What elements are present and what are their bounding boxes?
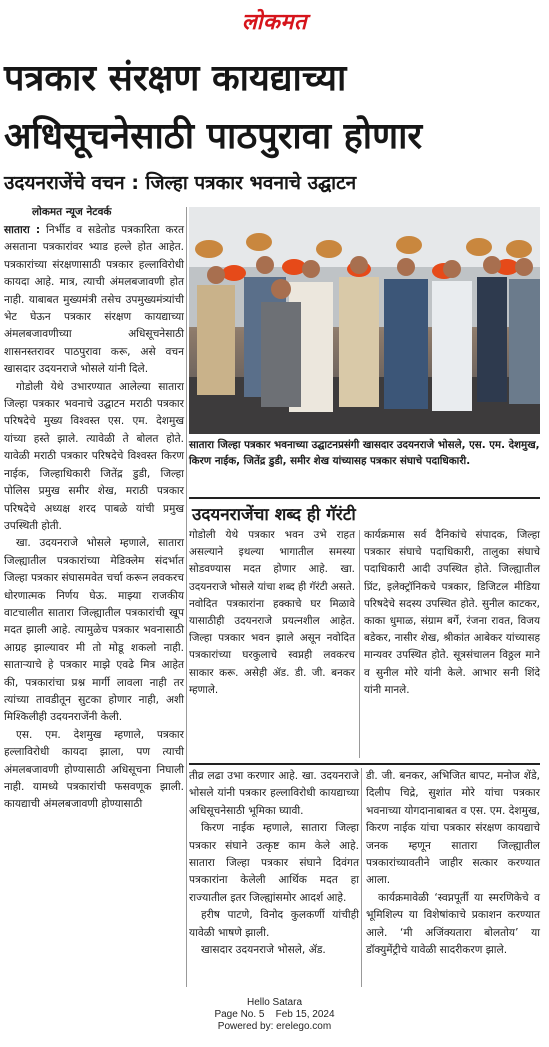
paragraph: खासदार उदयनराजे भोसले, ॲड. <box>201 944 326 957</box>
paragraph <box>4 222 184 379</box>
headline-line-1: पत्रकार संरक्षण कायद्याच्या <box>4 58 347 99</box>
box-column-left <box>189 527 355 699</box>
paragraph: गोडोली येथे पत्रकार भवन उभे राहत असल्याने इथल्या भागातील समस्या सोडवण्यास मदत होणार आहे. खा. उदयनराजे भोसले यांचा शब्द ही गॅरंटी असते. नवोदित पत्रकारांना हक्काचे घर मिळावे यासाठीही उदयनराजे प्रयत्नशील आहेत. जिल्हा पत्रकार भवन झाले असून नवोदित पत्रकारांच्या घरकुलाचे स्वप्नही लवकरच साकार करू. असेही ॲड. डी. जी. बनकर म्हणाले. <box>189 529 356 696</box>
byline: लोकमत न्यूज नेटवर्क <box>32 206 112 218</box>
paragraph: एस. एम. देशमुख म्हणाले, पत्रकार हल्लाविरोधी कायदा झाला, पण त्याची अंमलबजावणी होण्यासाठी अधिसूचना निघाली नाही. यामध्ये पत्रकारांची फसवणूक झाली. कायद्याची अंमलबजावणी होण्यासाठी <box>4 728 184 811</box>
event-photo <box>189 207 540 434</box>
paragraph: डी. जी. बनकर, अभिजित बापट, मनोज शेंडे, दिलीप चिद्रे, सुशांत मोरे यांचा पत्रकार भवनाच्या योगदानाबाबत व एस. एम. देशमुख, किरण नाईक यांचा पत्रकार संरक्षण कायद्याचे जनक म्हणून सातारा जिल्ह्यातील पत्रकारांच्यावतीने जाहीर सत्कार करण्यात आला. <box>366 770 540 887</box>
paragraph: कार्यक्रमावेळी ‘स्वप्नपूर्ती या स्मरणिकेचे व भूमिशिल्प या विशेषांकाचे प्रकाशन करण्यात आले. ‘मी अजिंक्यतारा बोलतोय’ या डॉक्युमेंट्रीचे यावेळी सादरीकरण झाले. <box>366 891 540 957</box>
article-column-3 <box>366 768 540 959</box>
article-column-1 <box>4 222 184 814</box>
masthead-logo: लोकमत <box>241 9 308 35</box>
event-photo-illustration <box>189 207 540 434</box>
divider <box>189 763 540 765</box>
paragraph: किरण नाईक म्हणाले, सातारा जिल्हा पत्रकार संघाने उत्कृष्ट काम केले आहे. सातारा जिल्हा पत्रकार संघाने दिवंगत पत्रकारांना केलेली आर्थिक मदत हा राज्यातील इतर जिल्ह्यांसमोर आदर्श आहे. <box>189 822 359 904</box>
box-heading: उदयनराजेंचा शब्द ही गॅरंटी <box>192 505 356 525</box>
article-column-2 <box>189 768 359 959</box>
divider <box>189 497 540 499</box>
footer-edition: Hello Satara <box>246 997 303 1008</box>
photo-caption: सातारा जिल्हा पत्रकार भवनाच्या उद्घाटनप्रसंगी खासदार उदयनराजे भोसले, एस. एम. देशमुख, किरण नाईक, जितेंद्र डुडी, समीर शेख यांच्यासह पत्रकार संघाचे पदाधिकारी. <box>189 439 540 467</box>
paragraph: तीव्र लढा उभा करणार आहे. खा. उदयनराजे भोसले यांनी पत्रकार हल्लाविरोधी कायद्याच्या अधिसूचनेसाठी भूमिका घ्यावी. <box>189 770 359 817</box>
paragraph: खा. उदयनराजे भोसले म्हणाले, सातारा जिल्ह्यातील पत्रकारांच्या मेडिक्लेम संदर्भात जिल्हा पत्रकार संघासमवेत चर्चा करून लवकरच धोरणात्मक निर्णय घेऊ. माझ्या राजकीय वाटचालीत सातारा जिल्ह्यातील पत्रकारांची खूप मदत झाली आहे. त्यामुळेच पत्रकार भवनासाठी आग्रह झाल्यावर मी तो मोडू शकलो नाही. साताऱ्याचे हे पत्रकार माझे एवढे मित्र आहेत की, पत्रकारांचा प्रश्न मार्गी लावला नाही तर त्यांच्या तावडीतून सुटका होणार नाही, अशी मिश्किलीही उदयनराजेंनी केली. <box>4 537 184 724</box>
paragraph: कार्यक्रमास सर्व दैनिकांचे संपादक, जिल्हा पत्रकार संघाचे पदाधिकारी, तालुका संघाचे पदाधिकारी आदी उपस्थित होते. जिल्ह्यातील प्रिंट, इलेक्ट्रॉनिकचे पत्रकार, डिजिटल मीडिया परिषदेचे सदस्य उपस्थित होते. सुनील काटकर, काका धुमाळ, संग्राम बर्गे, रंजना रावत, विजय बडेकर, नासीर शेख, श्रीकांत आबेकर यांच्यासह मान्यवर उपस्थित होते. सूत्रसंचालन विठ्ठल माने व सुनील मोरे यांनी केले. आभार सनी शिंदे यांनी मानले. <box>364 529 540 696</box>
box-column-right <box>364 527 540 699</box>
footer-page-date: Page No. 5 Feb 15, 2024 <box>214 1009 335 1020</box>
headline-line-2: अधिसूचनेसाठी पाठपुरावा होणार <box>4 116 423 157</box>
divider <box>359 530 360 758</box>
paragraph-text: निर्भीड व सडेतोड पत्रकारिता करत असताना पत्रकारांवर भ्याड हल्ले होत आहेत. पत्रकारांच्या संरक्षणासाठी पत्रकार हल्लाविरोधी कायदा आहे. मात्र, त्याची अंमलबजावणी होत नाही. याबाबत मुख्यमंत्री तसेच उपमुख्यमंत्र्यांची भेट घेऊन पत्रकार संरक्षण कायद्याच्या अंमलबजावणीच्या अधिसूचनेसाठी शासनस्तरावर पाठपुरावा करू, असे वचन खासदार उदयनराजे भोसले यांनी दिले. <box>4 224 184 376</box>
divider <box>361 768 362 987</box>
divider <box>186 207 187 987</box>
subheadline: उदयनराजेंचे वचन : जिल्हा पत्रकार भवनाचे उद्घाटन <box>4 172 357 194</box>
paragraph: हरीष पाटणे, विनोद कुलकर्णी यांचीही यावेळी भाषणे झाली. <box>189 909 359 939</box>
footer-powered-by: Powered by: erelego.com <box>217 1021 332 1032</box>
page-footer <box>0 997 549 1033</box>
paragraph: गोडोली येथे उभारण्यात आलेल्या सातारा जिल्हा पत्रकार भवनाचे उद्घाटन मराठी पत्रकार परिषदेचे मुख्य विश्वस्त एस. एम. देशमुख यांच्या हस्ते झाले. त्यावेळी ते बोलत होते. यावेळी मराठी पत्रकार परिषदेचे विश्वस्त किरण नाईक, जिल्हाधिकारी जितेंद्र डुडी, जिल्हा पोलिस प्रमुख समीर शेख, मराठी पत्रकार परिषदेचे अध्यक्ष शरद पाबळे यांची प्रमुख उपस्थिती होती. <box>4 380 184 532</box>
dateline: सातारा : <box>4 224 41 236</box>
